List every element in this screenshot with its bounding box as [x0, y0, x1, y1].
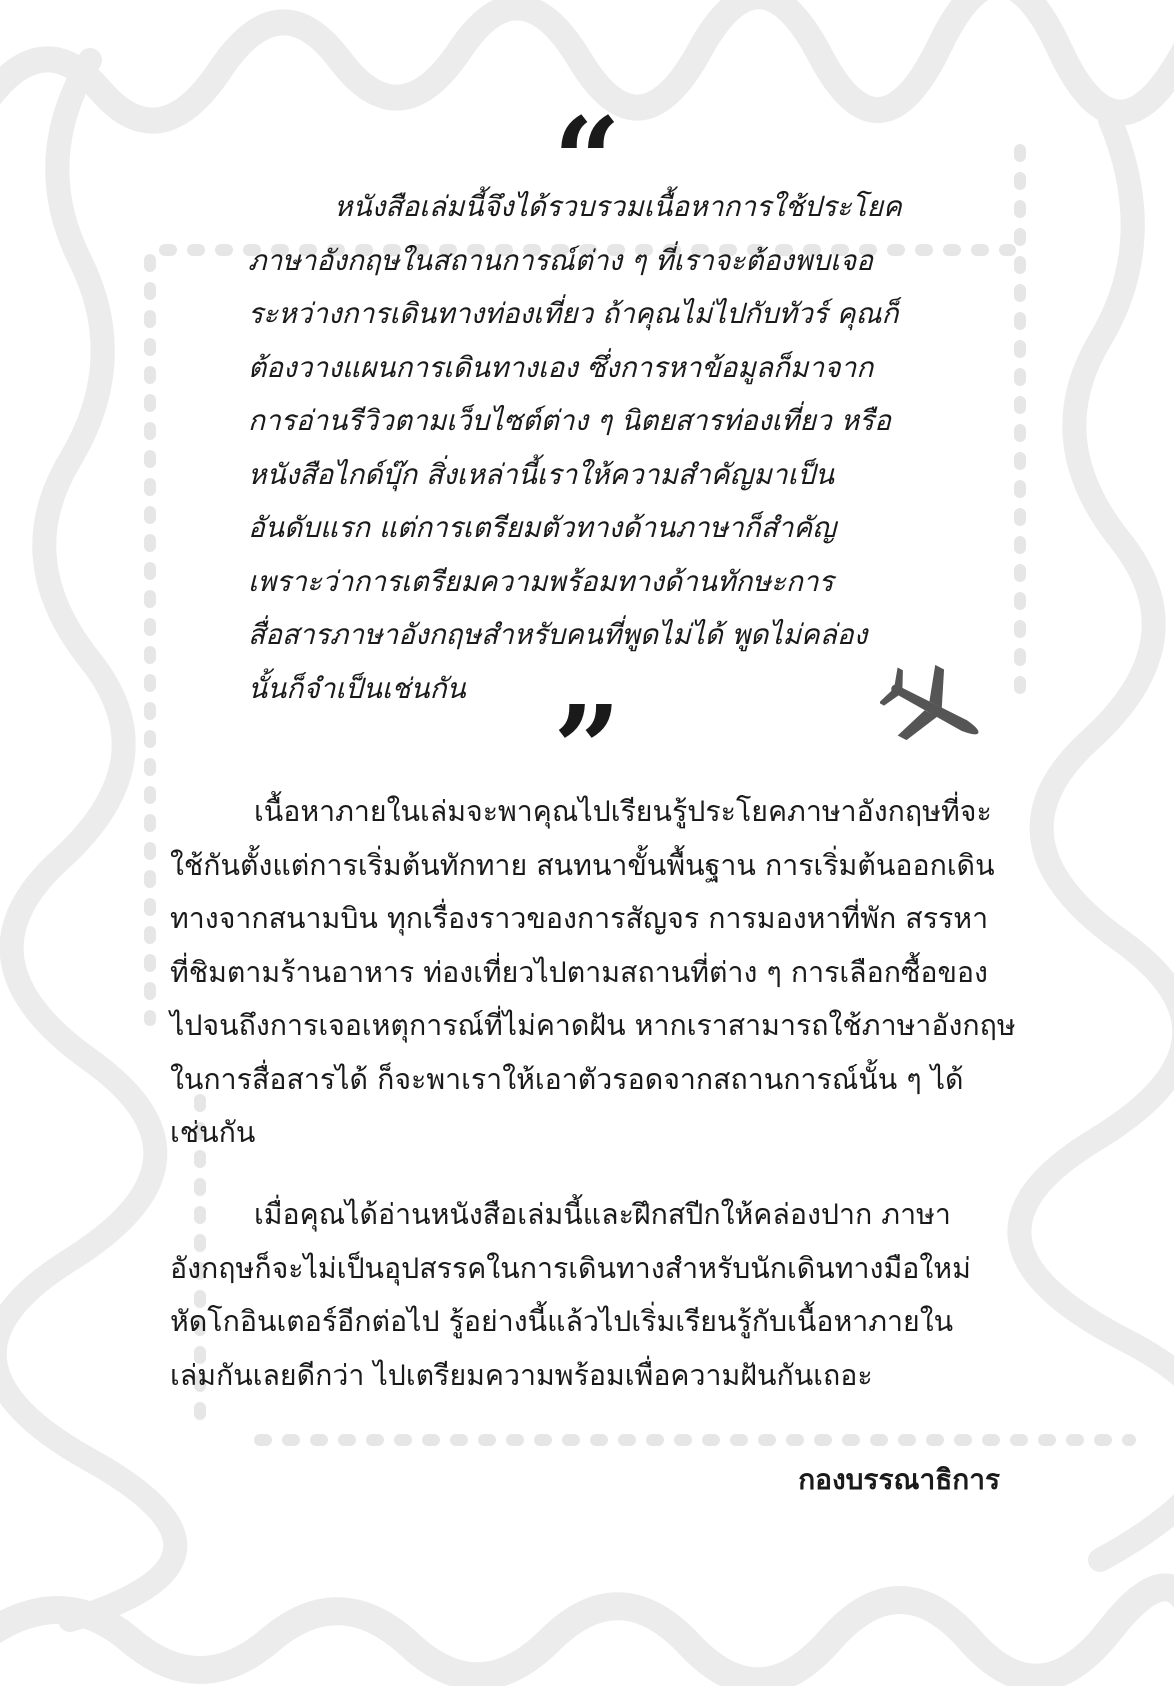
- paragraph-line: ทางจากสนามบิน ทุกเรื่องราวของการสัญจร การมองหาที่พัก สรรหา: [170, 902, 989, 935]
- quote-line: การอ่านรีวิวตามเว็บไซต์ต่าง ๆ นิตยสารท่องเที่ยว หรือ: [248, 404, 891, 437]
- paragraph-1: [170, 785, 1016, 1160]
- editorial-signature: กองบรรณาธิการ: [798, 1463, 1000, 1496]
- quote-line: ระหว่างการเดินทางท่องเที่ยว ถ้าคุณไม่ไปกับทัวร์ คุณก็: [248, 297, 899, 330]
- airplane-icon: [880, 660, 990, 760]
- paragraph-line: เช่นกัน: [170, 1116, 256, 1149]
- close-quote-mark: ”: [553, 679, 621, 818]
- open-quote-mark: “: [553, 91, 621, 230]
- quote-block: [248, 180, 928, 715]
- quote-line: หนังสือเล่มนี้จึงได้รวบรวมเนื้อหาการใช้ประโยค: [334, 190, 902, 223]
- quote-line: หนังสือไกด์บุ๊ก สิ่งเหล่านี้เราให้ความสำคัญมาเป็น: [248, 457, 834, 491]
- paragraph-line: อังกฤษก็จะไม่เป็นอุปสรรคในการเดินทางสำหรับนักเดินทางมือใหม่: [170, 1251, 971, 1285]
- quote-line: นั้นก็จำเป็นเช่นกัน: [248, 671, 466, 705]
- paragraph-line: เมื่อคุณได้อ่านหนังสือเล่มนี้และฝึกสปีกให้คล่องปาก ภาษา: [254, 1198, 951, 1231]
- paragraph-line: ในการสื่อสารได้ ก็จะพาเราให้เอาตัวรอดจากสถานการณ์นั้น ๆ ได้: [170, 1062, 964, 1096]
- paragraph-2: [170, 1188, 1000, 1402]
- paragraph-line: หัดโกอินเตอร์อีกต่อไป รู้อย่างนี้แล้วไปเริ่มเรียนรู้กับเนื้อหาภายใน: [170, 1305, 954, 1338]
- quote-line: ต้องวางแผนการเดินทางเอง ซึ่งการหาข้อมูลก็มาจาก: [248, 350, 874, 384]
- paragraph-line: ใช้กันตั้งแต่การเริ่มต้นทักทาย สนทนาขั้นพื้นฐาน การเริ่มต้นออกเดิน: [170, 848, 995, 882]
- paragraph-line: เนื้อหาภายในเล่มจะพาคุณไปเรียนรู้ประโยคภาษาอังกฤษที่จะ: [254, 795, 992, 828]
- quote-line: สื่อสารภาษาอังกฤษสำหรับคนที่พูดไม่ได้ พูดไม่คล่อง: [248, 618, 868, 651]
- paragraph-line: ไปจนถึงการเจอเหตุการณ์ที่ไม่คาดฝัน หากเราสามารถใช้ภาษาอังกฤษ: [170, 1009, 1016, 1042]
- quote-line: เพราะว่าการเตรียมความพร้อมทางด้านทักษะการ: [248, 564, 834, 598]
- paragraph-line: ที่ชิมตามร้านอาหาร ท่องเที่ยวไปตามสถานที่ต่าง ๆ การเลือกซื้อของ: [170, 955, 988, 989]
- quote-line: อันดับแรก แต่การเตรียมตัวทางด้านภาษาก็สำคัญ: [248, 511, 836, 544]
- paragraph-line: เล่มกันเลยดีกว่า ไปเตรียมความพร้อมเพื่อความฝันกันเถอะ: [170, 1358, 873, 1392]
- quote-line: ภาษาอังกฤษในสถานการณ์ต่าง ๆ ที่เราจะต้องพบเจอ: [248, 243, 873, 277]
